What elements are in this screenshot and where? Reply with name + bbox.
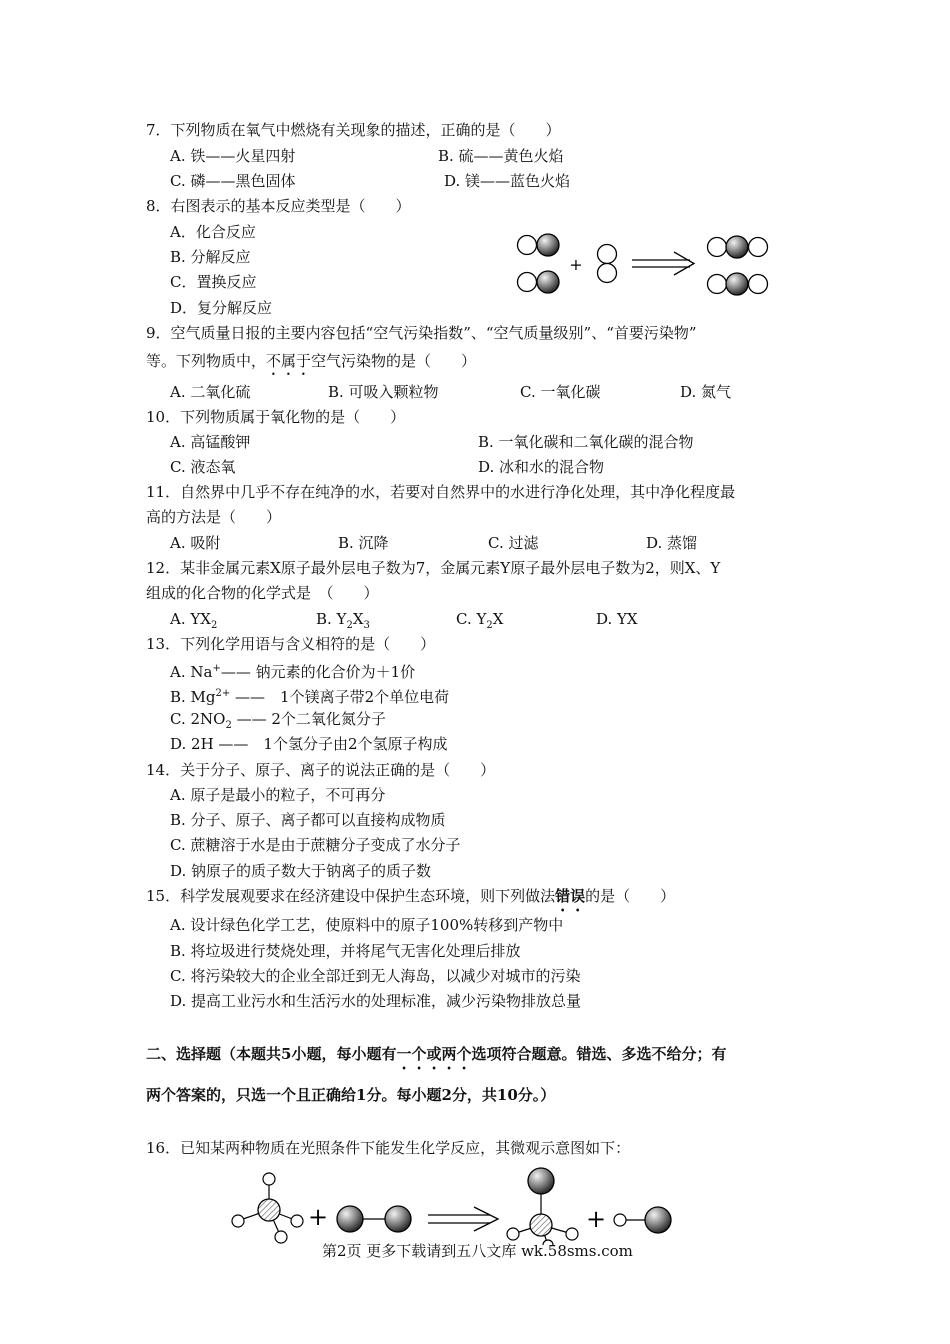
q7-option-b: B. 硫——黄色火焰: [438, 147, 564, 165]
q11-option-c: C. 过滤: [488, 534, 539, 552]
q14-option-b: B. 分子、原子、离子都可以直接构成物质: [170, 811, 446, 829]
q12-option-c: [456, 608, 503, 637]
q9-stem-emphasis: 不属于: [266, 352, 312, 370]
q13-stem: 13．下列化学用语与含义相符的是（ ）: [146, 635, 436, 653]
atom-white: [749, 275, 768, 294]
q8-option-d: D．复分解反应: [170, 299, 273, 317]
double-arrow-icon: [428, 1207, 498, 1231]
q13-option-a: [170, 658, 415, 683]
q13-a-post: —— 钠元素的化合价为＋1价: [220, 663, 416, 681]
atom-gray: [537, 271, 559, 293]
q14-option-c: C. 蔗糖溶于水是由于蔗糖分子变成了水分子: [170, 836, 461, 854]
q15-stem-post: 的是（ ）: [585, 887, 676, 905]
q15-option-c: C. 将污染较大的企业全部迁到无人海岛，以减少对城市的污染: [170, 967, 581, 985]
q16-stem: 16．已知某两种物质在光照条件下能发生化学反应，其微观示意图如下：: [146, 1139, 631, 1157]
atom-white: [263, 1173, 275, 1185]
q10-stem: 10．下列物质属于氧化物的是（ ）: [146, 408, 406, 426]
atom-white: [507, 1228, 519, 1240]
atom-white: [708, 275, 727, 294]
q9-option-d: D. 氮气: [680, 383, 732, 401]
q11-option-b: B. 沉降: [338, 534, 389, 552]
q12-a-sub: 2: [210, 620, 218, 631]
q12-c-sub: 2: [486, 620, 493, 631]
q12-stem-line2: 组成的化合物的化学式是 （ ）: [146, 584, 379, 602]
q8-option-a: A．化合反应: [170, 223, 256, 241]
q15-option-a: A. 设计绿色化学工艺，使原料中的原子100%转移到产物中: [170, 916, 564, 934]
q8-stem: 8．右图表示的基本反应类型是（ ）: [146, 197, 411, 215]
q10-option-d: D. 冰和水的混合物: [478, 458, 605, 476]
section2-post: 选项符合题意。错选、多选不给分；有: [471, 1045, 727, 1063]
q9-option-c: C. 一氧化碳: [520, 383, 601, 401]
atom-hatched: [530, 1214, 552, 1236]
atom-gray: [337, 1206, 363, 1232]
atom-gray: [726, 236, 748, 258]
q9-stem-post: 空气污染物的是（ ）: [311, 352, 477, 370]
atom-white: [614, 1214, 626, 1226]
section2-heading-line2: 两个答案的，只选一个且正确给1分。每小题2分，共10分。）: [146, 1086, 556, 1104]
q13-option-b: [170, 683, 449, 708]
atom-gray: [645, 1207, 671, 1233]
q12-c-text: C. Y: [456, 610, 487, 628]
q7-stem: 7．下列物质在氧气中燃烧有关现象的描述，正确的是（ ）: [146, 121, 561, 139]
atom-white: [291, 1215, 303, 1227]
q10-option-a: A. 高锰酸钾: [170, 433, 251, 451]
q12-b-text: B. Y: [316, 610, 347, 628]
q10-option-c: C. 液态氧: [170, 458, 236, 476]
q13-b-text: B. Mg: [170, 688, 216, 706]
section2-emphasis: 一个或两个: [396, 1045, 472, 1063]
q13-c-post: —— 2个二氧化氮分子: [231, 710, 386, 728]
q9-option-b: B. 可吸入颗粒物: [328, 383, 439, 401]
page-footer: 第2页 更多下载请到五八文库 wk.58sms.com: [322, 1242, 633, 1260]
q15-option-d: D. 提高工业污水和生活污水的处理标准，减少污染物排放总量: [170, 992, 582, 1010]
atom-white: [598, 264, 617, 283]
q13-c-sub: 2: [225, 720, 232, 731]
q12-stem-line1: 12．某非金属元素X原子最外层电子数为7，金属元素Y原子最外层电子数为2，则X、Y: [146, 559, 721, 577]
q11-stem-line2: 高的方法是（ ）: [146, 508, 282, 526]
section2-pre: 二、选择题（本题共5小题，每小题有: [146, 1045, 397, 1063]
q12-b-sub2: 3: [363, 620, 370, 631]
q14-option-d: D. 钠原子的质子数大于钠离子的质子数: [170, 862, 432, 880]
q8-option-c: C．置换反应: [170, 273, 257, 291]
atom-gray: [537, 234, 559, 256]
atom-gray: [726, 273, 748, 295]
q14-stem: 14．关于分子、原子、离子的说法正确的是（ ）: [146, 761, 496, 779]
atom-white: [275, 1231, 287, 1243]
q12-c-post: X: [492, 610, 504, 628]
q13-c-text: C. 2NO: [170, 710, 226, 728]
plus-sign: +: [307, 1203, 329, 1231]
q16-reaction-diagram: [228, 1165, 688, 1245]
atom-white: [708, 238, 727, 257]
atom-gray: [385, 1206, 411, 1232]
q13-b-sup: 2+: [215, 688, 231, 699]
q9-option-a: A. 二氧化硫: [170, 383, 251, 401]
q9-stem-pre: 等。下列物质中，: [146, 352, 267, 370]
q8-option-b: B. 分解反应: [170, 248, 251, 266]
q9-stem-line1: 9．空气质量日报的主要内容包括“空气污染指数”、“空气质量级别”、“首要污染物”: [146, 324, 697, 342]
atom-white: [518, 236, 537, 255]
atom-white: [518, 273, 537, 292]
q7-option-c: C. 磷——黑色固体: [170, 172, 296, 190]
q13-a-text: A. Na: [170, 663, 213, 681]
q13-a-sup: +: [212, 663, 221, 674]
atom-white: [232, 1215, 244, 1227]
plus-sign: +: [585, 1205, 607, 1233]
q14-option-a: A. 原子是最小的粒子，不可再分: [170, 786, 386, 804]
q10-option-b: B. 一氧化碳和二氧化碳的混合物: [478, 433, 694, 451]
atom-gray: [528, 1168, 554, 1194]
q11-stem-line1: 11．自然界中几乎不存在纯净的水，若要对自然界中的水进行净化处理，其中净化程度最: [146, 483, 736, 501]
q13-b-post: —— 1个镁离子带2个单位电荷: [230, 688, 450, 706]
section2-heading-line1: [146, 1043, 726, 1073]
q12-b-mid: X: [352, 610, 364, 628]
atom-white: [566, 1228, 578, 1240]
q15-stem-emphasis: 错误: [555, 887, 586, 905]
atom-white: [749, 238, 768, 257]
q12-b-sub1: 2: [346, 620, 353, 631]
q9-stem-line2: [146, 350, 476, 379]
q7-option-a: A. 铁——火星四射: [170, 147, 296, 165]
q15-option-b: B. 将垃圾进行焚烧处理，并将尾气无害化处理后排放: [170, 942, 521, 960]
q8-reaction-diagram: [510, 230, 780, 302]
plus-sign: +: [569, 255, 583, 274]
q11-option-d: D. 蒸馏: [646, 534, 698, 552]
q15-stem: [146, 885, 675, 915]
q11-option-a: A. 吸附: [170, 534, 221, 552]
q13-option-d: D. 2H —— 1个氢分子由2个氢原子构成: [170, 735, 448, 753]
q12-option-d: D. YX: [596, 610, 638, 628]
q12-a-text: A. YX: [170, 610, 211, 628]
atom-hatched: [258, 1199, 280, 1221]
q7-option-d: D. 镁——蓝色火焰: [444, 172, 571, 190]
double-arrow-icon: [632, 252, 694, 275]
atom-white: [598, 245, 617, 264]
q15-stem-pre: 15．科学发展观要求在经济建设中保护生态环境，则下列做法: [146, 887, 556, 905]
